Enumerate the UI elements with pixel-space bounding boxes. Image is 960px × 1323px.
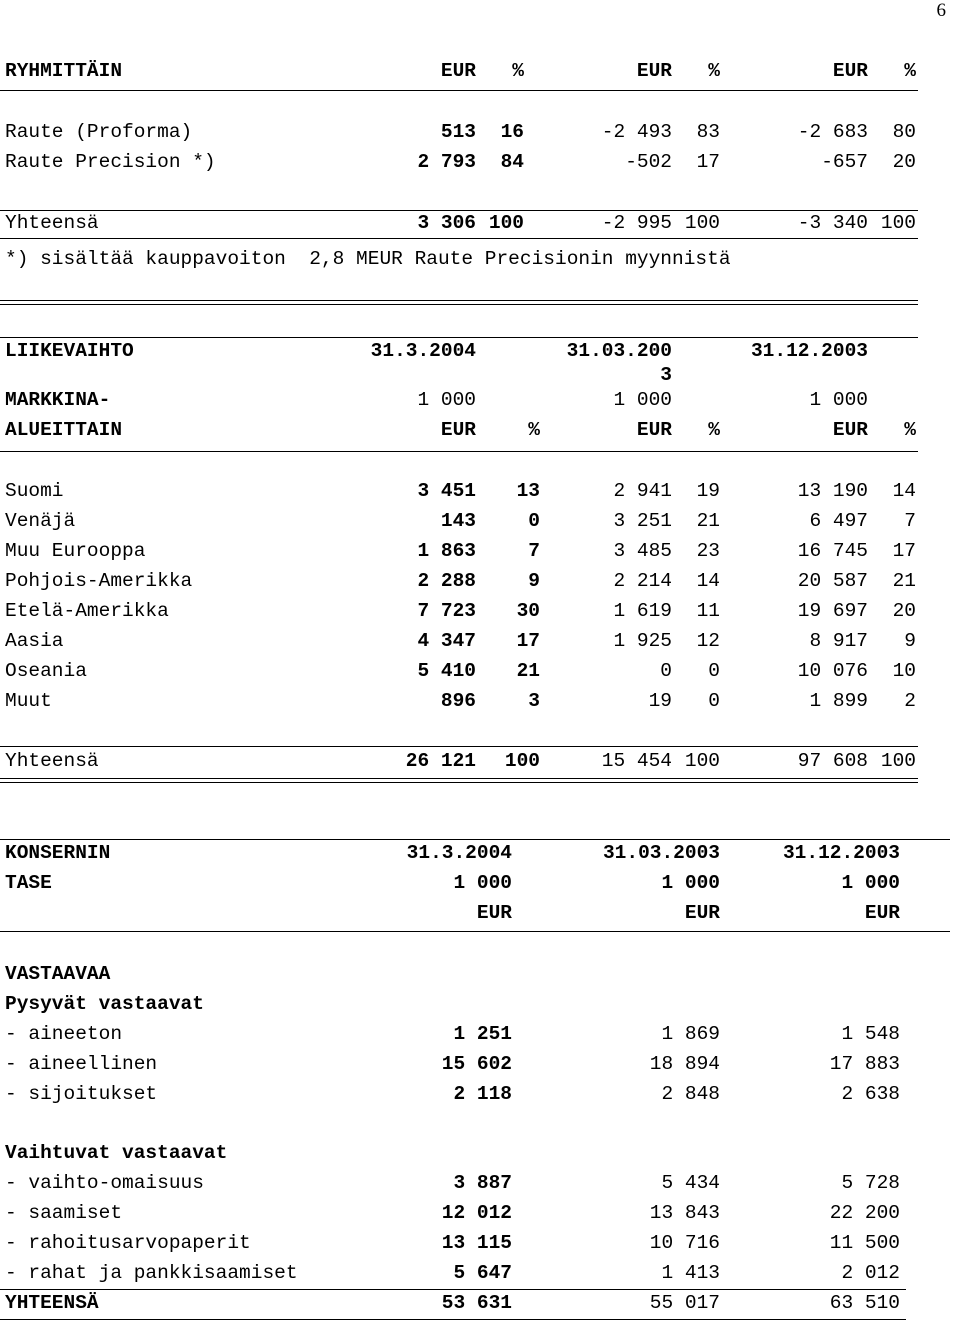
balance-row-2004: 2 118 — [453, 1083, 512, 1105]
rule — [0, 90, 918, 91]
rule — [0, 1289, 906, 1290]
rule — [0, 931, 950, 932]
balance-row-2004: 13 115 — [441, 1232, 512, 1254]
rule — [0, 451, 918, 452]
group-total-eur-2003: -3 340 — [797, 212, 868, 234]
group-total-pct-2004: 100 — [488, 212, 524, 234]
revenue-row-eur-2003: 1 899 — [809, 690, 868, 712]
revenue-row-eur-q1-2003: 3 485 — [613, 540, 672, 562]
group-footnote: *) sisältää kauppavoiton 2,8 MEUR Raute Precisionin myynnistä — [5, 248, 731, 270]
group-total-label: Yhteensä — [5, 212, 99, 234]
group-total-pct-q1-2003: 100 — [684, 212, 720, 234]
revenue-row-label: Muu Eurooppa — [5, 540, 146, 562]
group-row-eur-2004: 2 793 — [417, 151, 476, 173]
balance-row-q1-2003: 5 434 — [661, 1172, 720, 1194]
balance-row-label: - saamiset — [5, 1202, 123, 1224]
col-pct-2: % — [708, 60, 720, 82]
balance-total-label: YHTEENSÄ — [5, 1292, 99, 1314]
balance-row-2004: 3 887 — [453, 1172, 512, 1194]
revenue-row-label: Etelä-Amerikka — [5, 600, 169, 622]
group-row-eur-q1-2003: -502 — [625, 151, 672, 173]
balance-fixed-assets-title: Pysyvät vastaavat — [5, 993, 204, 1015]
revenue-row-eur-2004: 1 863 — [417, 540, 476, 562]
balance-total-2004: 53 631 — [441, 1292, 512, 1314]
revenue-row-label: Muut — [5, 690, 52, 712]
revenue-row-pct-q1-2003: 21 — [696, 510, 720, 532]
revenue-row-pct-2003: 20 — [892, 600, 916, 622]
revenue-row-eur-q1-2003: 0 — [660, 660, 672, 682]
balance-col-eur-2: EUR — [684, 902, 720, 924]
revenue-total-eur-2004: 26 121 — [405, 750, 476, 772]
revenue-row-eur-2003: 16 745 — [797, 540, 868, 562]
revenue-row-pct-2004: 13 — [516, 480, 540, 502]
balance-row-2004: 5 647 — [453, 1262, 512, 1284]
revenue-row-pct-2003: 2 — [904, 690, 916, 712]
revenue-row-pct-2004: 17 — [516, 630, 540, 652]
revenue-unit-3: 1 000 — [809, 389, 868, 411]
revenue-row-pct-2003: 17 — [892, 540, 916, 562]
balance-row-2003: 17 883 — [829, 1053, 900, 1075]
rule — [0, 746, 918, 747]
revenue-row-eur-q1-2003: 2 214 — [613, 570, 672, 592]
double-rule — [0, 778, 918, 783]
revenue-total-eur-2003: 97 608 — [797, 750, 868, 772]
balance-col-eur-1: EUR — [476, 902, 512, 924]
revenue-row-pct-2003: 21 — [892, 570, 916, 592]
balance-row-2004: 1 251 — [453, 1023, 512, 1045]
revenue-unit-2: 1 000 — [613, 389, 672, 411]
balance-row-2004: 15 602 — [441, 1053, 512, 1075]
revenue-row-pct-2003: 10 — [892, 660, 916, 682]
group-row-label: Raute Precision *) — [5, 151, 216, 173]
revenue-date-2004: 31.3.2004 — [370, 340, 476, 362]
balance-row-2003: 22 200 — [829, 1202, 900, 1224]
revenue-row-label: Oseania — [5, 660, 87, 682]
revenue-row-label: Venäjä — [5, 510, 76, 532]
revenue-row-pct-q1-2003: 0 — [708, 690, 720, 712]
balance-row-2003: 1 548 — [841, 1023, 900, 1045]
group-row-pct-q1-2003: 17 — [696, 151, 720, 173]
group-total-pct-2003: 100 — [880, 212, 916, 234]
revenue-col-eur-3: EUR — [832, 419, 868, 441]
revenue-row-eur-2003: 13 190 — [797, 480, 868, 502]
group-row-pct-2003: 20 — [892, 151, 916, 173]
group-row-pct-2004: 16 — [500, 121, 524, 143]
revenue-total-label: Yhteensä — [5, 750, 99, 772]
revenue-subtitle-1: MARKKINA- — [5, 389, 111, 411]
revenue-row-pct-2004: 30 — [516, 600, 540, 622]
revenue-subtitle-2: ALUEITTAIN — [5, 419, 123, 441]
col-eur-2: EUR — [636, 60, 672, 82]
revenue-row-pct-2003: 7 — [904, 510, 916, 532]
revenue-row-eur-2003: 6 497 — [809, 510, 868, 532]
balance-total-2003: 63 510 — [829, 1292, 900, 1314]
balance-row-label: - aineellinen — [5, 1053, 158, 1075]
balance-row-label: - rahoitusarvopaperit — [5, 1232, 251, 1254]
revenue-row-pct-q1-2003: 11 — [696, 600, 720, 622]
revenue-row-pct-2004: 21 — [516, 660, 540, 682]
balance-row-q1-2003: 1 413 — [661, 1262, 720, 1284]
revenue-row-pct-q1-2003: 19 — [696, 480, 720, 502]
revenue-col-eur-1: EUR — [440, 419, 476, 441]
revenue-row-eur-2004: 4 347 — [417, 630, 476, 652]
revenue-row-eur-q1-2003: 3 251 — [613, 510, 672, 532]
revenue-col-pct-2: % — [708, 419, 720, 441]
balance-date-2004: 31.3.2004 — [406, 842, 512, 864]
rule — [0, 1319, 906, 1320]
revenue-row-eur-2003: 10 076 — [797, 660, 868, 682]
revenue-row-eur-2004: 7 723 — [417, 600, 476, 622]
revenue-row-eur-2003: 19 697 — [797, 600, 868, 622]
balance-row-2003: 11 500 — [829, 1232, 900, 1254]
revenue-title: LIIKEVAIHTO — [5, 340, 134, 362]
revenue-row-pct-q1-2003: 14 — [696, 570, 720, 592]
revenue-col-eur-2: EUR — [636, 419, 672, 441]
balance-row-q1-2003: 2 848 — [661, 1083, 720, 1105]
balance-row-label: - vaihto-omaisuus — [5, 1172, 204, 1194]
balance-row-q1-2003: 18 894 — [649, 1053, 720, 1075]
revenue-row-pct-2003: 9 — [904, 630, 916, 652]
revenue-row-label: Suomi — [5, 480, 64, 502]
balance-row-2003: 2 012 — [841, 1262, 900, 1284]
col-pct-3: % — [904, 60, 916, 82]
revenue-total-pct-q1-2003: 100 — [684, 750, 720, 772]
balance-total-q1-2003: 55 017 — [649, 1292, 720, 1314]
balance-col-eur-3: EUR — [864, 902, 900, 924]
balance-row-2004: 12 012 — [441, 1202, 512, 1224]
group-row-eur-2004: 513 — [440, 121, 476, 143]
revenue-row-pct-q1-2003: 0 — [708, 660, 720, 682]
balance-row-q1-2003: 1 869 — [661, 1023, 720, 1045]
revenue-col-pct-3: % — [904, 419, 916, 441]
revenue-date-2003: 31.12.2003 — [750, 340, 868, 362]
revenue-total-eur-q1-2003: 15 454 — [601, 750, 672, 772]
revenue-row-eur-q1-2003: 1 925 — [613, 630, 672, 652]
balance-date-q1-2003: 31.03.2003 — [602, 842, 720, 864]
balance-section-assets: VASTAAVAA — [5, 963, 111, 985]
group-total-eur-q1-2003: -2 995 — [601, 212, 672, 234]
revenue-total-pct-2003: 100 — [880, 750, 916, 772]
col-eur-3: EUR — [832, 60, 868, 82]
balance-date-2003: 31.12.2003 — [782, 842, 900, 864]
revenue-row-pct-2004: 0 — [528, 510, 540, 532]
revenue-row-pct-2004: 3 — [528, 690, 540, 712]
revenue-row-eur-2003: 20 587 — [797, 570, 868, 592]
revenue-row-eur-2004: 3 451 — [417, 480, 476, 502]
rule — [0, 210, 918, 211]
balance-unit-1: 1 000 — [453, 872, 512, 894]
revenue-row-label: Pohjois-Amerikka — [5, 570, 193, 592]
rule — [0, 839, 950, 840]
rule — [0, 238, 918, 239]
balance-unit-3: 1 000 — [841, 872, 900, 894]
balance-row-label: - aineeton — [5, 1023, 123, 1045]
revenue-row-eur-2004: 896 — [440, 690, 476, 712]
revenue-row-pct-q1-2003: 23 — [696, 540, 720, 562]
group-row-pct-2003: 80 — [892, 121, 916, 143]
balance-title-1: KONSERNIN — [5, 842, 111, 864]
group-header-label: RYHMITTÄIN — [5, 60, 123, 82]
balance-row-label: - sijoitukset — [5, 1083, 158, 1105]
group-row-label: Raute (Proforma) — [5, 121, 193, 143]
group-row-pct-2004: 84 — [500, 151, 524, 173]
balance-title-2: TASE — [5, 872, 52, 894]
revenue-unit-1: 1 000 — [417, 389, 476, 411]
revenue-row-pct-2003: 14 — [892, 480, 916, 502]
revenue-row-label: Aasia — [5, 630, 64, 652]
balance-row-2003: 5 728 — [841, 1172, 900, 1194]
revenue-row-eur-2004: 5 410 — [417, 660, 476, 682]
group-row-eur-2003: -657 — [821, 151, 868, 173]
revenue-total-pct-2004: 100 — [504, 750, 540, 772]
group-row-pct-q1-2003: 83 — [696, 121, 720, 143]
revenue-row-pct-q1-2003: 12 — [696, 630, 720, 652]
double-rule — [0, 300, 918, 305]
group-total-eur-2004: 3 306 — [417, 212, 476, 234]
revenue-row-pct-2004: 7 — [528, 540, 540, 562]
col-eur-1: EUR — [440, 60, 476, 82]
revenue-row-eur-q1-2003: 1 619 — [613, 600, 672, 622]
balance-row-2003: 2 638 — [841, 1083, 900, 1105]
revenue-col-pct-1: % — [528, 419, 540, 441]
balance-row-q1-2003: 10 716 — [649, 1232, 720, 1254]
group-row-eur-q1-2003: -2 493 — [601, 121, 672, 143]
revenue-row-eur-2004: 2 288 — [417, 570, 476, 592]
revenue-date-q1-2003: 31.03.200 — [566, 340, 672, 362]
revenue-date-q1-2003-wrap: 3 — [660, 364, 672, 386]
balance-current-assets-title: Vaihtuvat vastaavat — [5, 1142, 228, 1164]
rule — [0, 337, 918, 338]
revenue-row-eur-q1-2003: 19 — [648, 690, 672, 712]
revenue-row-eur-2003: 8 917 — [809, 630, 868, 652]
page-number: 6 — [936, 0, 946, 21]
revenue-row-eur-2004: 143 — [440, 510, 476, 532]
group-row-eur-2003: -2 683 — [797, 121, 868, 143]
balance-row-label: - rahat ja pankkisaamiset — [5, 1262, 298, 1284]
revenue-row-eur-q1-2003: 2 941 — [613, 480, 672, 502]
balance-row-q1-2003: 13 843 — [649, 1202, 720, 1224]
col-pct-1: % — [512, 60, 524, 82]
revenue-row-pct-2004: 9 — [528, 570, 540, 592]
balance-unit-2: 1 000 — [661, 872, 720, 894]
